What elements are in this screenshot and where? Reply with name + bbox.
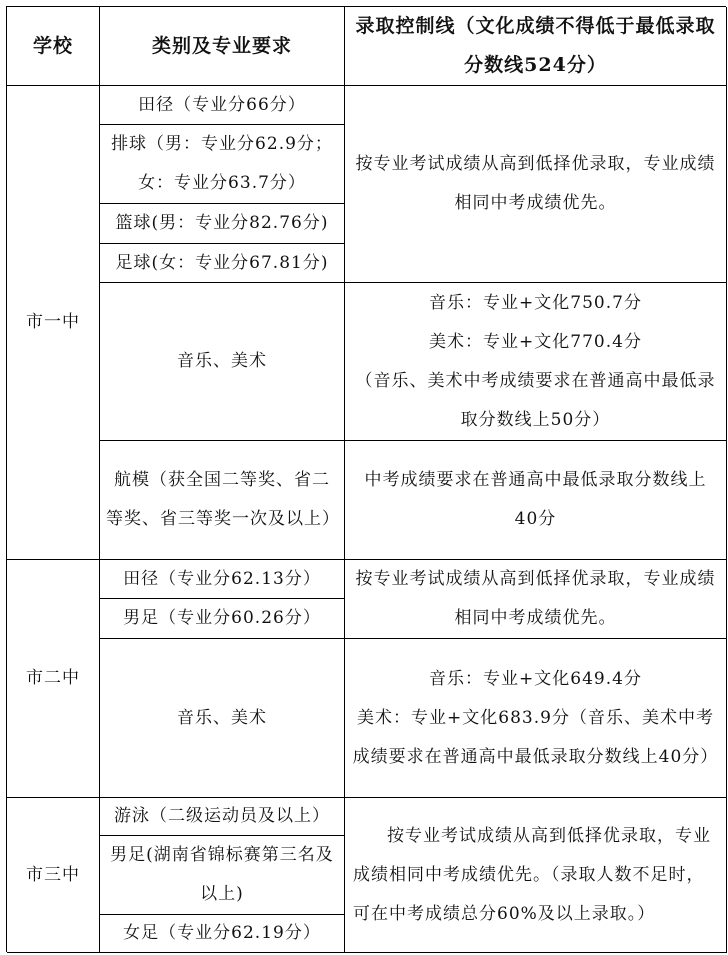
header-school [7,7,100,86]
admission-table [6,6,726,952]
school-2-track-field: 田径（专业分62.13分） [100,560,345,599]
school-1-volleyball: 排球（男：专业分62.9分；女：专业分63.7分） [100,125,345,204]
header-category [100,7,345,86]
school-2-arts-fine: 美术：专业+文化683.9分（音乐、美术中考成绩要求在普通高中最低录取分数线上40分） [352,707,719,767]
school-3-girls-football: 女足（专业分62.19分） [100,915,345,953]
header-category-text: 类别及专业要求 [151,34,292,57]
school-2-sports-rule: 按专业考试成绩从高到低择优录取，专业成绩相同中考成绩优先。 [345,560,727,639]
school-3-swimming: 游泳（二级运动员及以上） [100,798,345,836]
school-1-arts-note: （音乐、美术中考成绩要求在普通高中最低录取分数线上50分） [355,370,716,430]
school-1-model: 航模（获全国二等奖、省二等奖、省三等奖一次及以上） [100,441,345,560]
school-1-track-field: 田径（专业分66分） [100,86,345,125]
school-1-model-rule: 中考成绩要求在普通高中最低录取分数线上40分 [345,441,727,560]
header-admission-text: 录取控制线（文化成绩不得低于最低录取分数线524分） [355,15,716,76]
school-1-name: 市一中 [7,86,100,560]
school-2-name: 市二中 [7,560,100,798]
school-1-arts-music: 音乐：专业+文化750.7分 [429,292,642,313]
school-2-arts-rule [345,639,727,798]
school-1-football: 足球(女：专业分67.81分) [100,244,345,283]
school-2-arts: 音乐、美术 [100,639,345,798]
school-2-arts-music: 音乐：专业+文化649.4分 [429,668,642,689]
school-3-boys-football: 男足(湖南省锦标赛第三名及以上) [100,836,345,915]
school-1-sports-rule: 按专业考试成绩从高到低择优录取，专业成绩相同中考成绩优先。 [345,86,727,283]
header-admission [345,7,727,86]
school-1-arts: 音乐、美术 [100,283,345,441]
header-school-text: 学校 [32,34,73,57]
school-1-arts-rule [345,283,727,441]
school-2-boys-football: 男足（专业分60.26分） [100,599,345,639]
school-3-rule: 按专业考试成绩从高到低择优录取，专业成绩相同中考成绩优先。（录取人数不足时，可在中考成绩总分60%及以上录取。） [345,798,727,953]
school-1-arts-fine: 美术：专业+文化770.4分 [429,331,642,352]
school-1-basketball: 篮球(男：专业分82.76分) [100,204,345,244]
school-3-name: 市三中 [7,798,100,953]
